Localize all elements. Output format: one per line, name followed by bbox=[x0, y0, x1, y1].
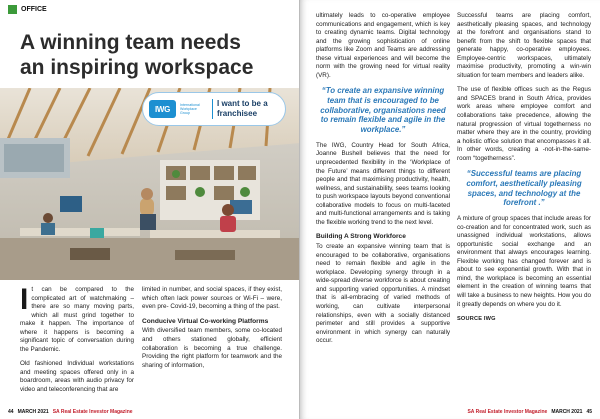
iwg-logo-icon: IWG bbox=[149, 100, 176, 118]
paragraph: The use of flexible offices such as the Regus and SPACES brand in South Africa, provides work areas where employee comfort and collaborations take precedence, allowing the natural progression of virtual togetherness no matter where they are in the country, providing a holistic office solution that encompasses it all. In other words, creating a -not-in-the-same- room “togetherness”. bbox=[457, 86, 591, 162]
paragraph: limited in number, and social spaces, if they exist, which often lack power sources or Wi-Fi – were, even pre- Covid-19, becoming a thing of the past. bbox=[142, 286, 282, 311]
page-number: 44 bbox=[8, 409, 14, 415]
title-line-1: A winning team needs bbox=[20, 31, 241, 54]
left-column-2 bbox=[142, 286, 282, 370]
left-footer bbox=[8, 409, 133, 415]
section-label: OFFICE bbox=[21, 6, 47, 13]
right-footer bbox=[467, 409, 592, 415]
section-square-icon bbox=[8, 5, 17, 14]
article-title bbox=[20, 30, 290, 80]
org-line-3: Group bbox=[180, 111, 190, 116]
org-line-1: International bbox=[180, 102, 200, 107]
iwg-franchise-badge[interactable] bbox=[142, 92, 286, 126]
left-column-1 bbox=[20, 283, 134, 395]
intro-paragraph bbox=[20, 283, 134, 354]
paragraph: ultimately leads to co-operative employee communications and engagement, which is key to creating dynamic teams. Digital technology and the growing sophistication of online platforms like Zoom and Teams are addressing these virtual experiences and will become the norm with the growing need for virtual reality (VR). bbox=[316, 12, 450, 79]
franchisee-cta[interactable] bbox=[217, 99, 279, 119]
title-line-2: an inspiring workspace bbox=[20, 56, 254, 79]
right-column-2 bbox=[457, 12, 591, 324]
pull-quote: “To create an expansive winning team that is encouraged to be collaborative, organisations need to remain flexible and agile in the workplace.” bbox=[320, 86, 446, 135]
subheading: Conducive Virtual Co-working Platforms bbox=[142, 317, 269, 325]
right-column-1 bbox=[316, 12, 450, 346]
page-number: 45 bbox=[586, 409, 592, 415]
cta-line-2: franchisee bbox=[217, 109, 258, 118]
paragraph: A mixture of group spaces that include areas for co-creation and for concentrated work, such as unassigned individual workstations, allows opportunistic social exchange and an environment that always encourages learning. Flexible working has changed forever and is about to see exponential growth. With that in mind, the workplace is becoming an essential element in the creation of winning teams that will take a business to new heights. How you do it greatly depends on where you do it. bbox=[457, 215, 591, 308]
issue-date: MARCH 2021 bbox=[551, 409, 583, 415]
paragraph: Successful teams are placing comfort, aesthetically pleasing spaces, and technology at the forefront and organisations stand to benefit from the shift to flexible spaces that generate happy, co-operative employees. Employee-centric workspaces, ultimately maximise productivity, promoting a win-win situation for team members and leaders alike. bbox=[457, 12, 591, 79]
magazine-name: SA Real Estate Investor Magazine bbox=[467, 409, 548, 415]
right-page bbox=[300, 0, 600, 419]
org-line-2: Workplace bbox=[180, 106, 197, 111]
subheading: Building A Strong Workforce bbox=[316, 233, 406, 241]
paragraph: With diversified team members, some co-located and others stationed globally, efficient collaboration is becoming a true challenge. Providing the right platform for teamwork and the sharing of information, bbox=[142, 327, 282, 369]
cta-line-1: I want to be a bbox=[217, 99, 268, 108]
pull-quote: “Successful teams are placing comfort, aesthetically pleasing spaces, and technology at the forefront .” bbox=[466, 169, 582, 208]
drop-cap: I bbox=[20, 283, 29, 316]
paragraph: Old fashioned Individual workstations and meeting spaces offered only in a boardroom, areas with audio privacy for video and teleconferencing that are bbox=[20, 360, 134, 394]
source-credit: SOURCE IWG bbox=[457, 316, 496, 323]
paragraph: The IWG, Country Head for South Africa, Joanne Bushell believes that the need for unprecedented flexibility in the ‘Workplace of the Future’ means different things to different people and that maximising productivity, health, wellness, and sustainability, sees teams looking to push workspace layouts beyond conventional collaborative models to focus on multi-faceted and multi-functional arrangements and is taking the flexible working trend to the next level. bbox=[316, 141, 450, 226]
paragraph: To create an expansive winning team that is encouraged to be collaborative, organisations need to remain flexible and agile in the workplace. Developing synergy through in a wide-spread diverse workforce is about creating and supporting varied opportunities. A mindset that is all-embracing of varied methods of working, can cultivate interpersonal relationships, even with a socially distanced perimeter and still provides a supportive environment in which synergy can naturally occur. bbox=[316, 243, 450, 345]
badge-divider bbox=[212, 99, 213, 119]
magazine-name: SA Real Estate Investor Magazine bbox=[52, 409, 133, 415]
iwg-org-name bbox=[180, 103, 208, 116]
section-tag bbox=[8, 5, 47, 14]
issue-date: MARCH 2021 bbox=[17, 409, 49, 415]
intro-text: t can be compared to the complicated art of watchmaking – there are so many moving parts, which all must grind together to make it happen. The importance of where it happens is becoming a significant topic of conversation during the Pandemic. bbox=[20, 286, 134, 353]
